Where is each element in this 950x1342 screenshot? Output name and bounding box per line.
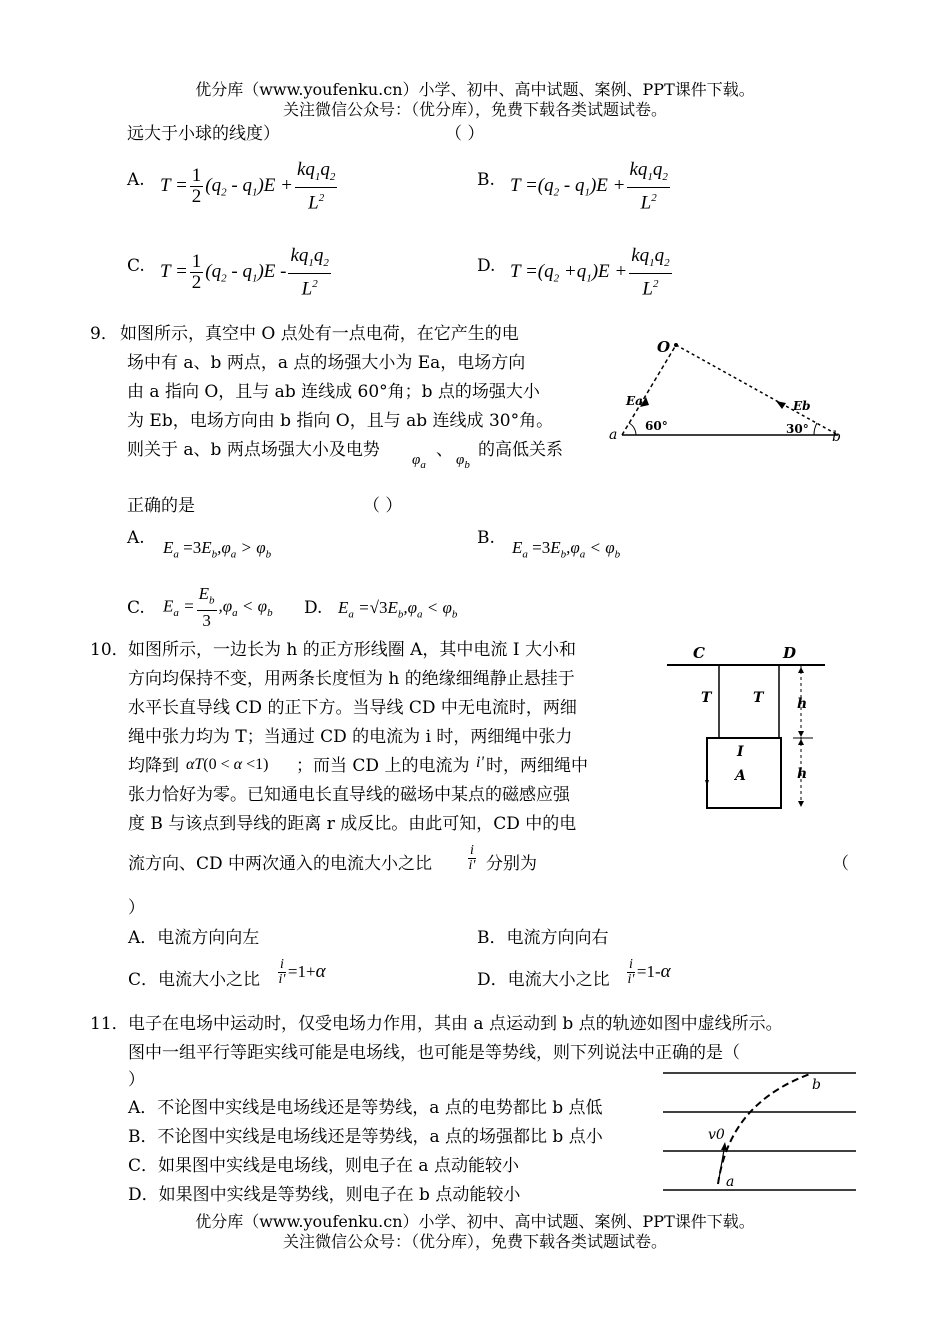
q10-ratio: $\frac{i}{i'}$ <box>468 843 476 873</box>
q11-label-v0: v0 <box>708 1127 725 1143</box>
q10-figure <box>665 640 835 815</box>
q9-label-30: 30° <box>786 422 809 436</box>
q10-option-c-formula: $\frac{i}{i'}$ =1+α <box>278 957 326 987</box>
header-line-1: 优分库（www.youfenku.cn）小学、初中、高中试题、案例、PPT课件下载。 <box>195 80 755 99</box>
q9-point-o <box>674 343 678 347</box>
q8-option-d-formula: $T =(q_2 +q_1)E$ + $\frac{kq_1q_2}{L^2}$ <box>510 245 670 300</box>
q11-option-d: D．如果图中实线是等势线，则电子在 b 点动能较小 <box>128 1185 521 1205</box>
q9-line-4: 为 Eb，电场方向由 b 指向 O，且与 ab 连线成 30°角。 <box>127 411 554 431</box>
q9-label-a: a <box>609 427 618 443</box>
q10-alpha-t: αT(0 < α <1) <box>186 756 269 773</box>
q10-i-prime: i' <box>476 754 484 771</box>
q9-phi-sep: 、 <box>436 440 453 460</box>
q9-number: 9． <box>90 324 118 344</box>
q9-option-c-label: C. <box>127 598 145 618</box>
q8-option-a-formula: T = $\frac{1}{2}$ $(q_2 - q_1)E$ + $\frac{kq_1q_2}{L^2}$ <box>160 159 336 214</box>
q10-line-4: 绳中张力均为 T；当通过 CD 的电流为 i 时，两细绳中张力 <box>128 727 573 747</box>
q10-option-a: A．电流方向向左 <box>128 928 260 948</box>
q11-v0-vector <box>718 1150 724 1184</box>
q8-answer-paren: （ ） <box>445 124 485 144</box>
q10-line-1: 如图所示，一边长为 h 的正方形线圈 A，其中电流 I 大小和 <box>128 640 576 660</box>
q9-phi-a: $\varphi_a$ <box>412 452 426 471</box>
q10-label-d: D <box>783 644 797 662</box>
q8-option-c-formula: T = $\frac{1}{2}$ $(q_2 - q_1)E$ - $\frac{kq_1q_2}{L^2}$ <box>160 245 329 300</box>
header-line-2: 关注微信公众号：（优分库），免费下载各类试题试卷。 <box>282 100 667 119</box>
q11-option-c: C．如果图中实线是电场线，则电子在 a 点动能较小 <box>128 1156 519 1176</box>
q8-option-d-label: D. <box>477 256 496 276</box>
q9-label-60: 60° <box>645 419 668 433</box>
q9-angle-arc-a <box>629 423 636 435</box>
q10-line-2: 方向均保持不变，用两条长度恒为 h 的绝缘细绳静止悬挂于 <box>128 669 575 689</box>
q10-current-arrow <box>705 780 709 786</box>
q10-label-a: A <box>735 768 746 784</box>
q9-line-7: 正确的是 <box>127 496 195 516</box>
q9-option-b-label: B. <box>477 528 495 548</box>
q9-label-ea: Ea <box>626 394 643 408</box>
q10-label-i: I <box>737 744 744 760</box>
q10-option-c-text: C．电流大小之比 <box>128 970 261 990</box>
q10-line-6: 张力恰好为零。已知通电长直导线的磁场中某点的磁感应强 <box>128 785 570 805</box>
q9-line-1: 如图所示，真空中 O 点处有一点电荷，在它产生的电 <box>120 324 519 344</box>
q9-line-2: 场中有 a、b 两点，a 点的场强大小为 Ea，电场方向 <box>127 353 526 373</box>
q9-line-5: 则关于 a、b 两点场强大小及电势 <box>127 440 380 460</box>
q11-v0-arrow <box>721 1142 727 1150</box>
q9-label-o: O <box>657 338 671 356</box>
q11-line-2: 图中一组平行等距实线可能是电场线，也可能是等势线，则下列说法中正确的是（ <box>128 1043 740 1063</box>
q9-phi-b: $\varphi_b$ <box>456 452 470 471</box>
q10-line-8a: 流方向、CD 中两次通入的电流大小之比 <box>128 854 433 874</box>
q9-figure <box>600 335 845 445</box>
q10-label-c: C <box>693 644 705 662</box>
q10-line-7: 度 B 与该点到导线的距离 r 成反比。由此可知，CD 中的电 <box>128 814 577 834</box>
q10-paren-open: （ <box>832 854 849 874</box>
q9-line-3: 由 a 指向 O，且与 ab 连线成 60°角；b 点的场强大小 <box>127 382 540 402</box>
q10-line-5b: ；而当 CD 上的电流为 <box>296 756 470 776</box>
q11-option-a: A．不论图中实线是电场线还是等势线，a 点的电势都比 b 点低 <box>128 1098 603 1118</box>
q8-option-c-label: C. <box>127 256 145 276</box>
q8-option-b-formula: $T =(q_2 - q_1)E$ + $\frac{kq_1q_2}{L^2}$ <box>510 159 668 214</box>
q10-paren-close: ） <box>128 898 145 918</box>
footer-line-1: 优分库（www.youfenku.cn）小学、初中、高中试题、案例、PPT课件下载。 <box>195 1212 755 1231</box>
q10-label-t1: T <box>701 690 712 706</box>
q9-answer-paren: （ ） <box>363 496 403 516</box>
q10-line-8b: 分别为 <box>486 854 537 874</box>
q10-label-h2: h <box>797 766 808 782</box>
q9-label-b: b <box>832 429 841 445</box>
q10-label-h1: h <box>797 696 808 712</box>
q9-option-b-formula: $E_a =3E_b,\varphi_a < \varphi_b$ <box>512 538 621 561</box>
q10-number: 10． <box>90 640 129 660</box>
q9-dashed-b-to-o <box>676 345 838 435</box>
q9-option-a-formula: $E_a =3E_b,\varphi_a > \varphi_b$ <box>163 538 272 561</box>
q11-figure <box>660 1066 858 1196</box>
q10-dim-arrow-3 <box>798 739 804 745</box>
q8-option-b-label: B. <box>477 170 495 190</box>
q11-label-a: a <box>726 1174 735 1190</box>
q10-option-d-formula: $\frac{i}{i'}$ =1-α <box>627 957 671 987</box>
q9-option-d-formula: $E_a =√3E_b,\varphi_a < \varphi_b$ <box>338 598 458 621</box>
q10-line-3: 水平长直导线 CD 的正下方。当导线 CD 中无电流时，两细 <box>128 698 577 718</box>
q9-option-a-label: A. <box>127 528 145 548</box>
q10-label-t2: T <box>753 690 764 706</box>
q9-arrow-eb <box>776 401 786 409</box>
q10-dim-arrow-4 <box>798 801 804 807</box>
q11-number: 11． <box>90 1014 129 1034</box>
q10-dim-arrow-1 <box>798 667 804 673</box>
q11-line-3: ） <box>128 1070 145 1090</box>
q9-option-c-formula: $E_a$ = $\frac{E_b}{3}$ $,\varphi_a < \varphi_b$ <box>163 584 273 631</box>
q9-line-6: 的高低关系 <box>478 440 563 460</box>
q10-dim-arrow-2 <box>798 731 804 737</box>
q9-label-eb: Eb <box>793 399 811 413</box>
q9-angle-arc-b <box>814 423 817 435</box>
q11-option-b: B．不论图中实线是电场线还是等势线，a 点的场强都比 b 点小 <box>128 1127 603 1147</box>
q8-option-a-label: A. <box>127 170 145 190</box>
q9-option-d-label: D. <box>304 598 323 618</box>
q11-trajectory <box>718 1074 810 1184</box>
q10-option-b: B．电流方向向右 <box>477 928 609 948</box>
q11-line-1: 电子在电场中运动时，仅受电场力作用，其由 a 点运动到 b 点的轨迹如图中虚线所示。 <box>128 1014 783 1034</box>
footer-line-2: 关注微信公众号：（优分库），免费下载各类试题试卷。 <box>282 1232 667 1251</box>
q8-continuation: 远大于小球的线度） <box>127 124 280 144</box>
q10-line-5c: 时，两细绳中 <box>486 756 588 776</box>
q10-option-d-text: D．电流大小之比 <box>477 970 610 990</box>
q11-label-b: b <box>812 1077 821 1093</box>
q10-line-5a: 均降到 <box>128 756 179 776</box>
